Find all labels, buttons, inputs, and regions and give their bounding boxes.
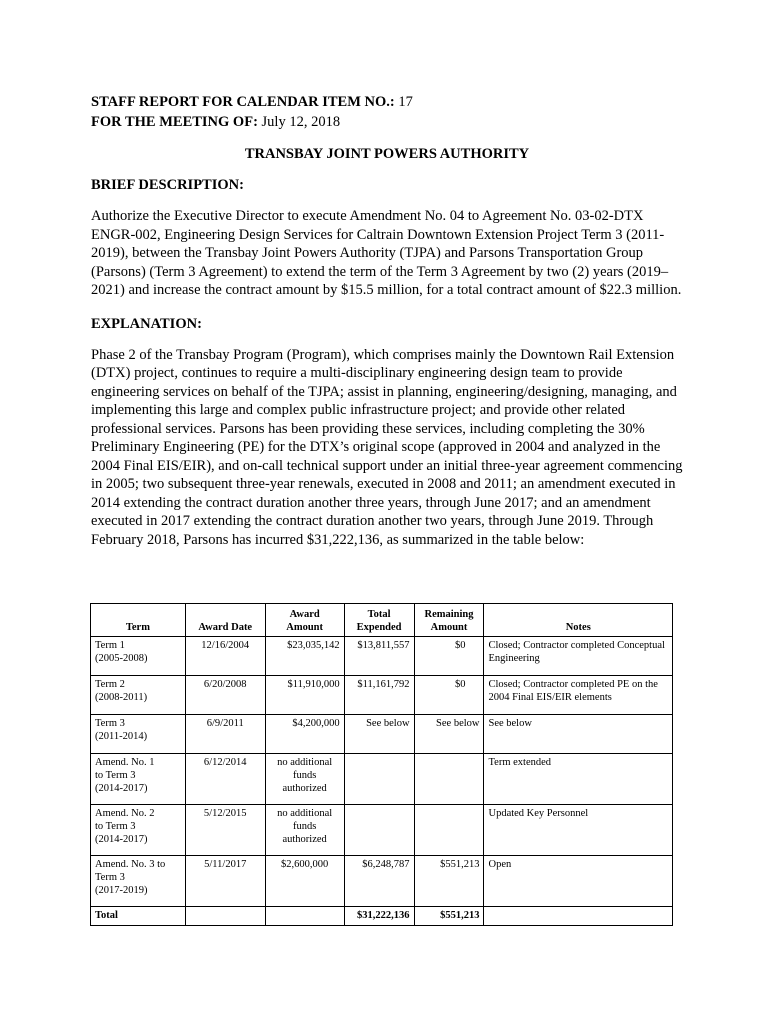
header-total-expended: Total Expended xyxy=(344,604,414,637)
cell-remaining xyxy=(414,754,484,805)
brief-description-text: Authorize the Executive Director to execute Amendment No. 04 to Agreement No. 03-02-DTX ENGR-002, Engineering Design Services for Caltrain Downtown Extension Project Term 3 (2011-2019), between the Transbay Joint Powers Authority (TJPA) and Parsons Transportation Group (Parsons) (Term 3 Agreement) to extend the term of the Term 3 Agreement by two (2) years (2019–2021) and increase the contract amount by $15.5 million, for a total contract amount of $22.3 million. xyxy=(91,208,682,298)
report-header xyxy=(91,92,683,132)
cell-term: Amend. No. 2 to Term 3 (2014-2017) xyxy=(91,805,186,856)
brief-description-heading: BRIEF DESCRIPTION: xyxy=(91,177,244,193)
table-row xyxy=(91,754,673,805)
cell-empty xyxy=(185,907,265,926)
cell-award-amount: $23,035,142 xyxy=(265,637,344,676)
explanation-heading: EXPLANATION: xyxy=(91,315,202,332)
cell-remaining: $0 xyxy=(414,676,484,715)
table-row xyxy=(91,805,673,856)
cell-total-expended: $11,161,792 xyxy=(344,676,414,715)
header-notes: Notes xyxy=(484,604,673,637)
explanation-text: Phase 2 of the Transbay Program (Program), which comprises mainly the Downtown Rail Extension (DTX) project, continues to require a multi-disciplinary engineering design team to provide engineering services on behalf of the TJPA; assist in planning, engineering/designing, managing, and implementing this large and complex public infrastructure project; and provide other related professional services. Parsons has been providing these services, including completing the 30% Preliminary Engineering (PE) for the DTX’s original scope (approved in 2004 and analyzed in the 2004 Final EIS/EIR), and on-call technical support under an initial three-year agreement commencing in 2005; two subsequent three-year renewals, executed in 2008 and 2011; an amendment executed in 2014 extending the contract duration another three years, through June 2017; and an amendment executed in 2017 extending the contract duration another two years, through June 2019. Through February 2018, Parsons has incurred $31,222,136, as summarized in the table below: xyxy=(91,346,683,548)
cell-term: Term 3 (2011-2014) xyxy=(91,715,186,754)
cell-award-date: 6/9/2011 xyxy=(185,715,265,754)
cell-term: Term 2 (2008-2011) xyxy=(91,676,186,715)
cell-total-expended: $13,811,557 xyxy=(344,637,414,676)
header-award-date: Award Date xyxy=(185,604,265,637)
cell-notes: Updated Key Personnel xyxy=(484,805,673,856)
cell-award-date: 6/20/2008 xyxy=(185,676,265,715)
cell-award-date: 12/16/2004 xyxy=(185,637,265,676)
meeting-date-value: July 12, 2018 xyxy=(261,114,341,130)
document-page xyxy=(91,92,683,549)
org-title: TRANSBAY JOINT POWERS AUTHORITY xyxy=(244,146,530,162)
cell-award-amount: no additional funds authorized xyxy=(265,805,344,856)
cell-award-amount: $11,910,000 xyxy=(265,676,344,715)
cell-notes: Term extended xyxy=(484,754,673,805)
cell-term: Term 1 (2005-2008) xyxy=(91,637,186,676)
cell-award-amount: $4,200,000 xyxy=(265,715,344,754)
cell-award-date: 6/12/2014 xyxy=(185,754,265,805)
cell-total-remaining-sum: $551,213 xyxy=(414,907,484,926)
cell-total-expended: See below xyxy=(344,715,414,754)
table-row xyxy=(91,715,673,754)
cell-award-date: 5/11/2017 xyxy=(185,856,265,907)
cell-term: Amend. No. 1 to Term 3 (2014-2017) xyxy=(91,754,186,805)
cell-remaining: $551,213 xyxy=(414,856,484,907)
calendar-item-label: STAFF REPORT FOR CALENDAR ITEM NO.: xyxy=(91,94,395,110)
table-row xyxy=(91,676,673,715)
cell-award-date: 5/12/2015 xyxy=(185,805,265,856)
calendar-item-line xyxy=(91,92,683,112)
cell-total-expended: $6,248,787 xyxy=(344,856,414,907)
cell-term: Amend. No. 3 to Term 3 (2017-2019) xyxy=(91,856,186,907)
header-term: Term xyxy=(91,604,186,637)
cell-notes: See below xyxy=(484,715,673,754)
table-total-row xyxy=(91,907,673,926)
cell-empty xyxy=(265,907,344,926)
cell-empty xyxy=(484,907,673,926)
cell-total-label: Total xyxy=(91,907,186,926)
calendar-item-value: 17 xyxy=(398,94,413,110)
table-row xyxy=(91,637,673,676)
cell-total-expended-sum: $31,222,136 xyxy=(344,907,414,926)
header-award-amount: Award Amount xyxy=(265,604,344,637)
cell-notes: Closed; Contractor completed PE on the 2004 Final EIS/EIR elements xyxy=(484,676,673,715)
cell-notes: Open xyxy=(484,856,673,907)
cell-award-amount: no additional funds authorized xyxy=(265,754,344,805)
meeting-date-line xyxy=(91,112,683,132)
table-row xyxy=(91,856,673,907)
cell-total-expended xyxy=(344,805,414,856)
header-remaining-amount: Remaining Amount xyxy=(414,604,484,637)
cell-notes: Closed; Contractor completed Conceptual Engineering xyxy=(484,637,673,676)
meeting-date-label: FOR THE MEETING OF: xyxy=(91,114,258,130)
contract-summary-table xyxy=(90,603,673,926)
cell-remaining: See below xyxy=(414,715,484,754)
cell-award-amount: $2,600,000 xyxy=(265,856,344,907)
cell-remaining: $0 xyxy=(414,637,484,676)
table-header-row xyxy=(91,604,673,637)
cell-total-expended xyxy=(344,754,414,805)
cell-remaining xyxy=(414,805,484,856)
